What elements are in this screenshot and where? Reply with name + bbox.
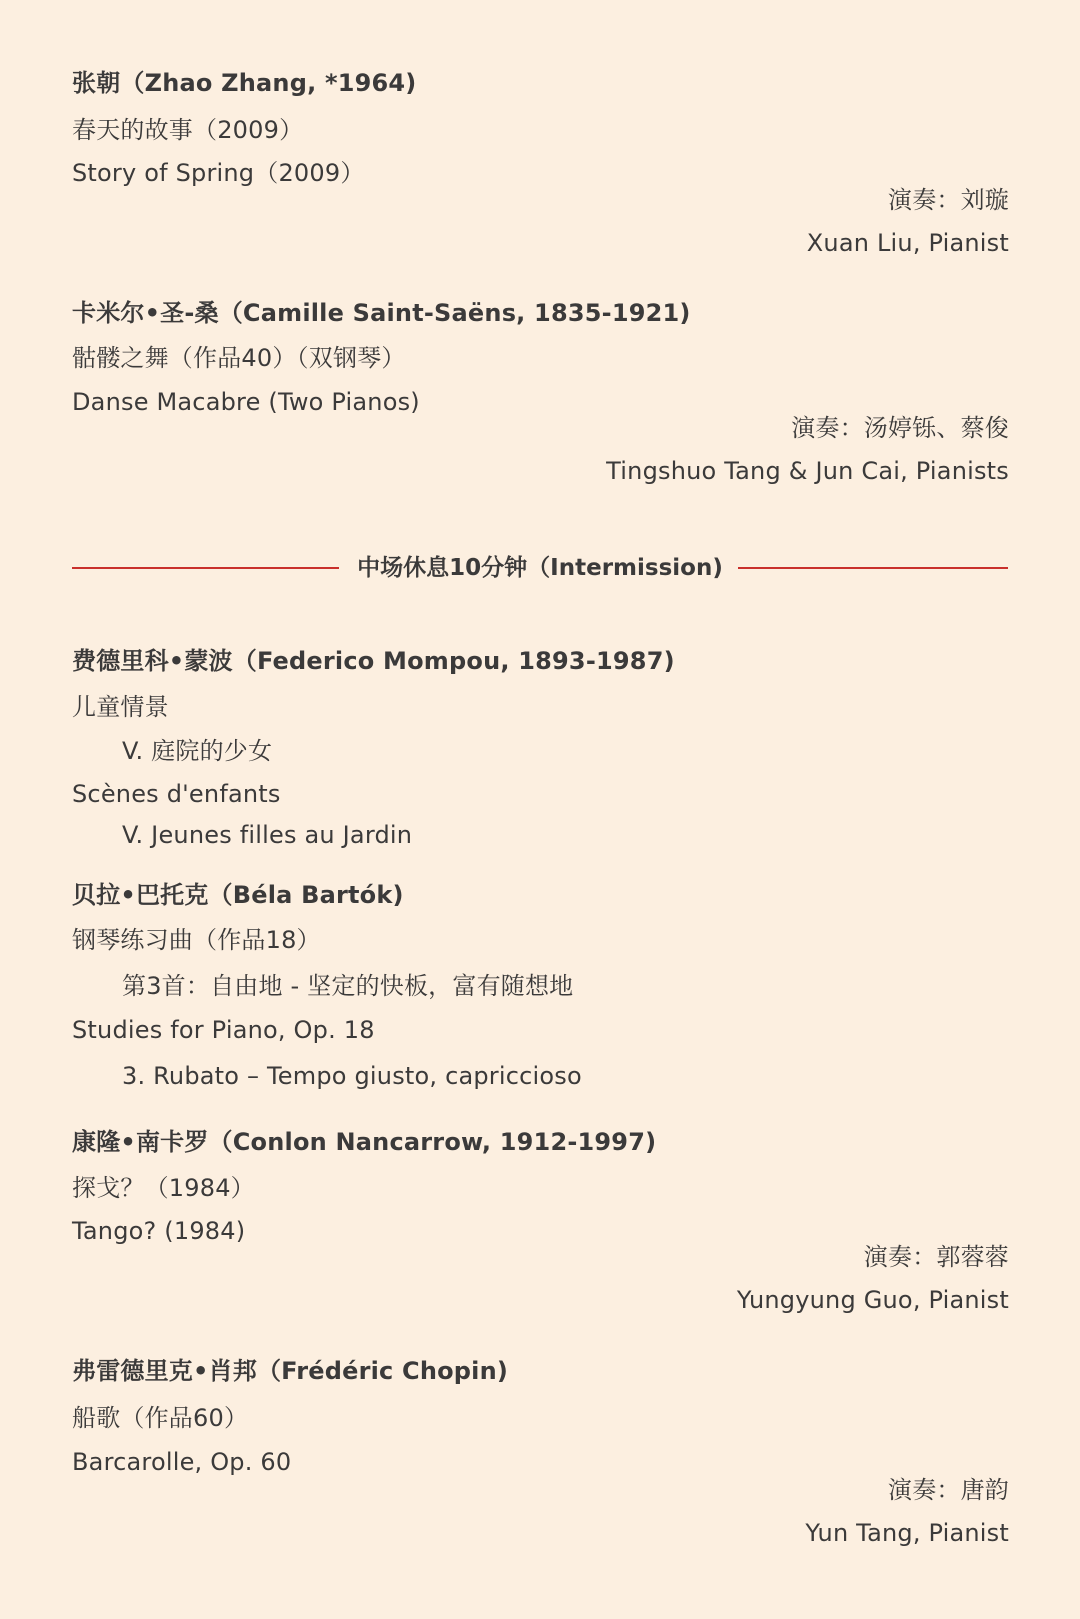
composer-heading: 卡米尔•圣-桑（Camille Saint-Saëns, 1835-1921) — [72, 299, 691, 327]
performer-en: Yun Tang, Pianist — [805, 1519, 1009, 1547]
work-title-cn: 钢琴练习曲（作品18） — [72, 926, 321, 954]
work-title-en: Barcarolle, Op. 60 — [72, 1448, 292, 1476]
performer-en: Tingshuo Tang & Jun Cai, Pianists — [606, 457, 1009, 485]
performer-cn: 演奏：郭蓉蓉 — [863, 1243, 1009, 1271]
intermission-divider — [72, 551, 1008, 585]
movement-en: 3. Rubato – Tempo giusto, capriccioso — [122, 1062, 582, 1090]
work-title-cn: 骷髅之舞（作品40）（双钢琴） — [72, 344, 406, 372]
work-title-cn: 船歌（作品60） — [72, 1404, 249, 1432]
composer-heading: 弗雷德里克•肖邦（Frédéric Chopin) — [72, 1357, 509, 1385]
movement-cn: 第3首：自由地 - 坚定的快板，富有随想地 — [122, 972, 574, 1000]
work-title-en: Story of Spring（2009） — [72, 159, 365, 187]
composer-heading: 康隆•南卡罗（Conlon Nancarrow, 1912-1997) — [72, 1128, 657, 1156]
composer-heading: 张朝（Zhao Zhang, *1964) — [72, 69, 417, 97]
work-title-cn: 春天的故事（2009） — [72, 116, 304, 144]
movement-cn: V. 庭院的少女 — [122, 737, 273, 765]
performer-cn: 演奏：汤婷铄、蔡俊 — [791, 414, 1009, 442]
performer-cn: 演奏：唐韵 — [888, 1476, 1009, 1504]
work-title-cn: 儿童情景 — [72, 693, 169, 721]
work-title-cn: 探戈？（1984） — [72, 1174, 255, 1202]
work-title-en: Scènes d'enfants — [72, 780, 281, 808]
performer-en: Yungyung Guo, Pianist — [736, 1286, 1009, 1314]
performer-cn: 演奏：刘璇 — [888, 186, 1009, 214]
performer-en: Xuan Liu, Pianist — [806, 229, 1009, 257]
work-title-en: Studies for Piano, Op. 18 — [72, 1016, 375, 1044]
work-title-en: Tango? (1984) — [72, 1217, 246, 1245]
composer-heading: 贝拉•巴托克（Béla Bartók) — [72, 881, 404, 909]
work-title-en: Danse Macabre (Two Pianos) — [72, 388, 420, 416]
movement-en: V. Jeunes filles au Jardin — [122, 821, 413, 849]
divider-rule-left — [72, 567, 339, 569]
composer-heading: 费德里科•蒙波（Federico Mompou, 1893-1987) — [72, 647, 675, 675]
divider-rule-right — [738, 567, 1008, 569]
intermission-label: 中场休息10分钟（Intermission) — [357, 555, 723, 581]
